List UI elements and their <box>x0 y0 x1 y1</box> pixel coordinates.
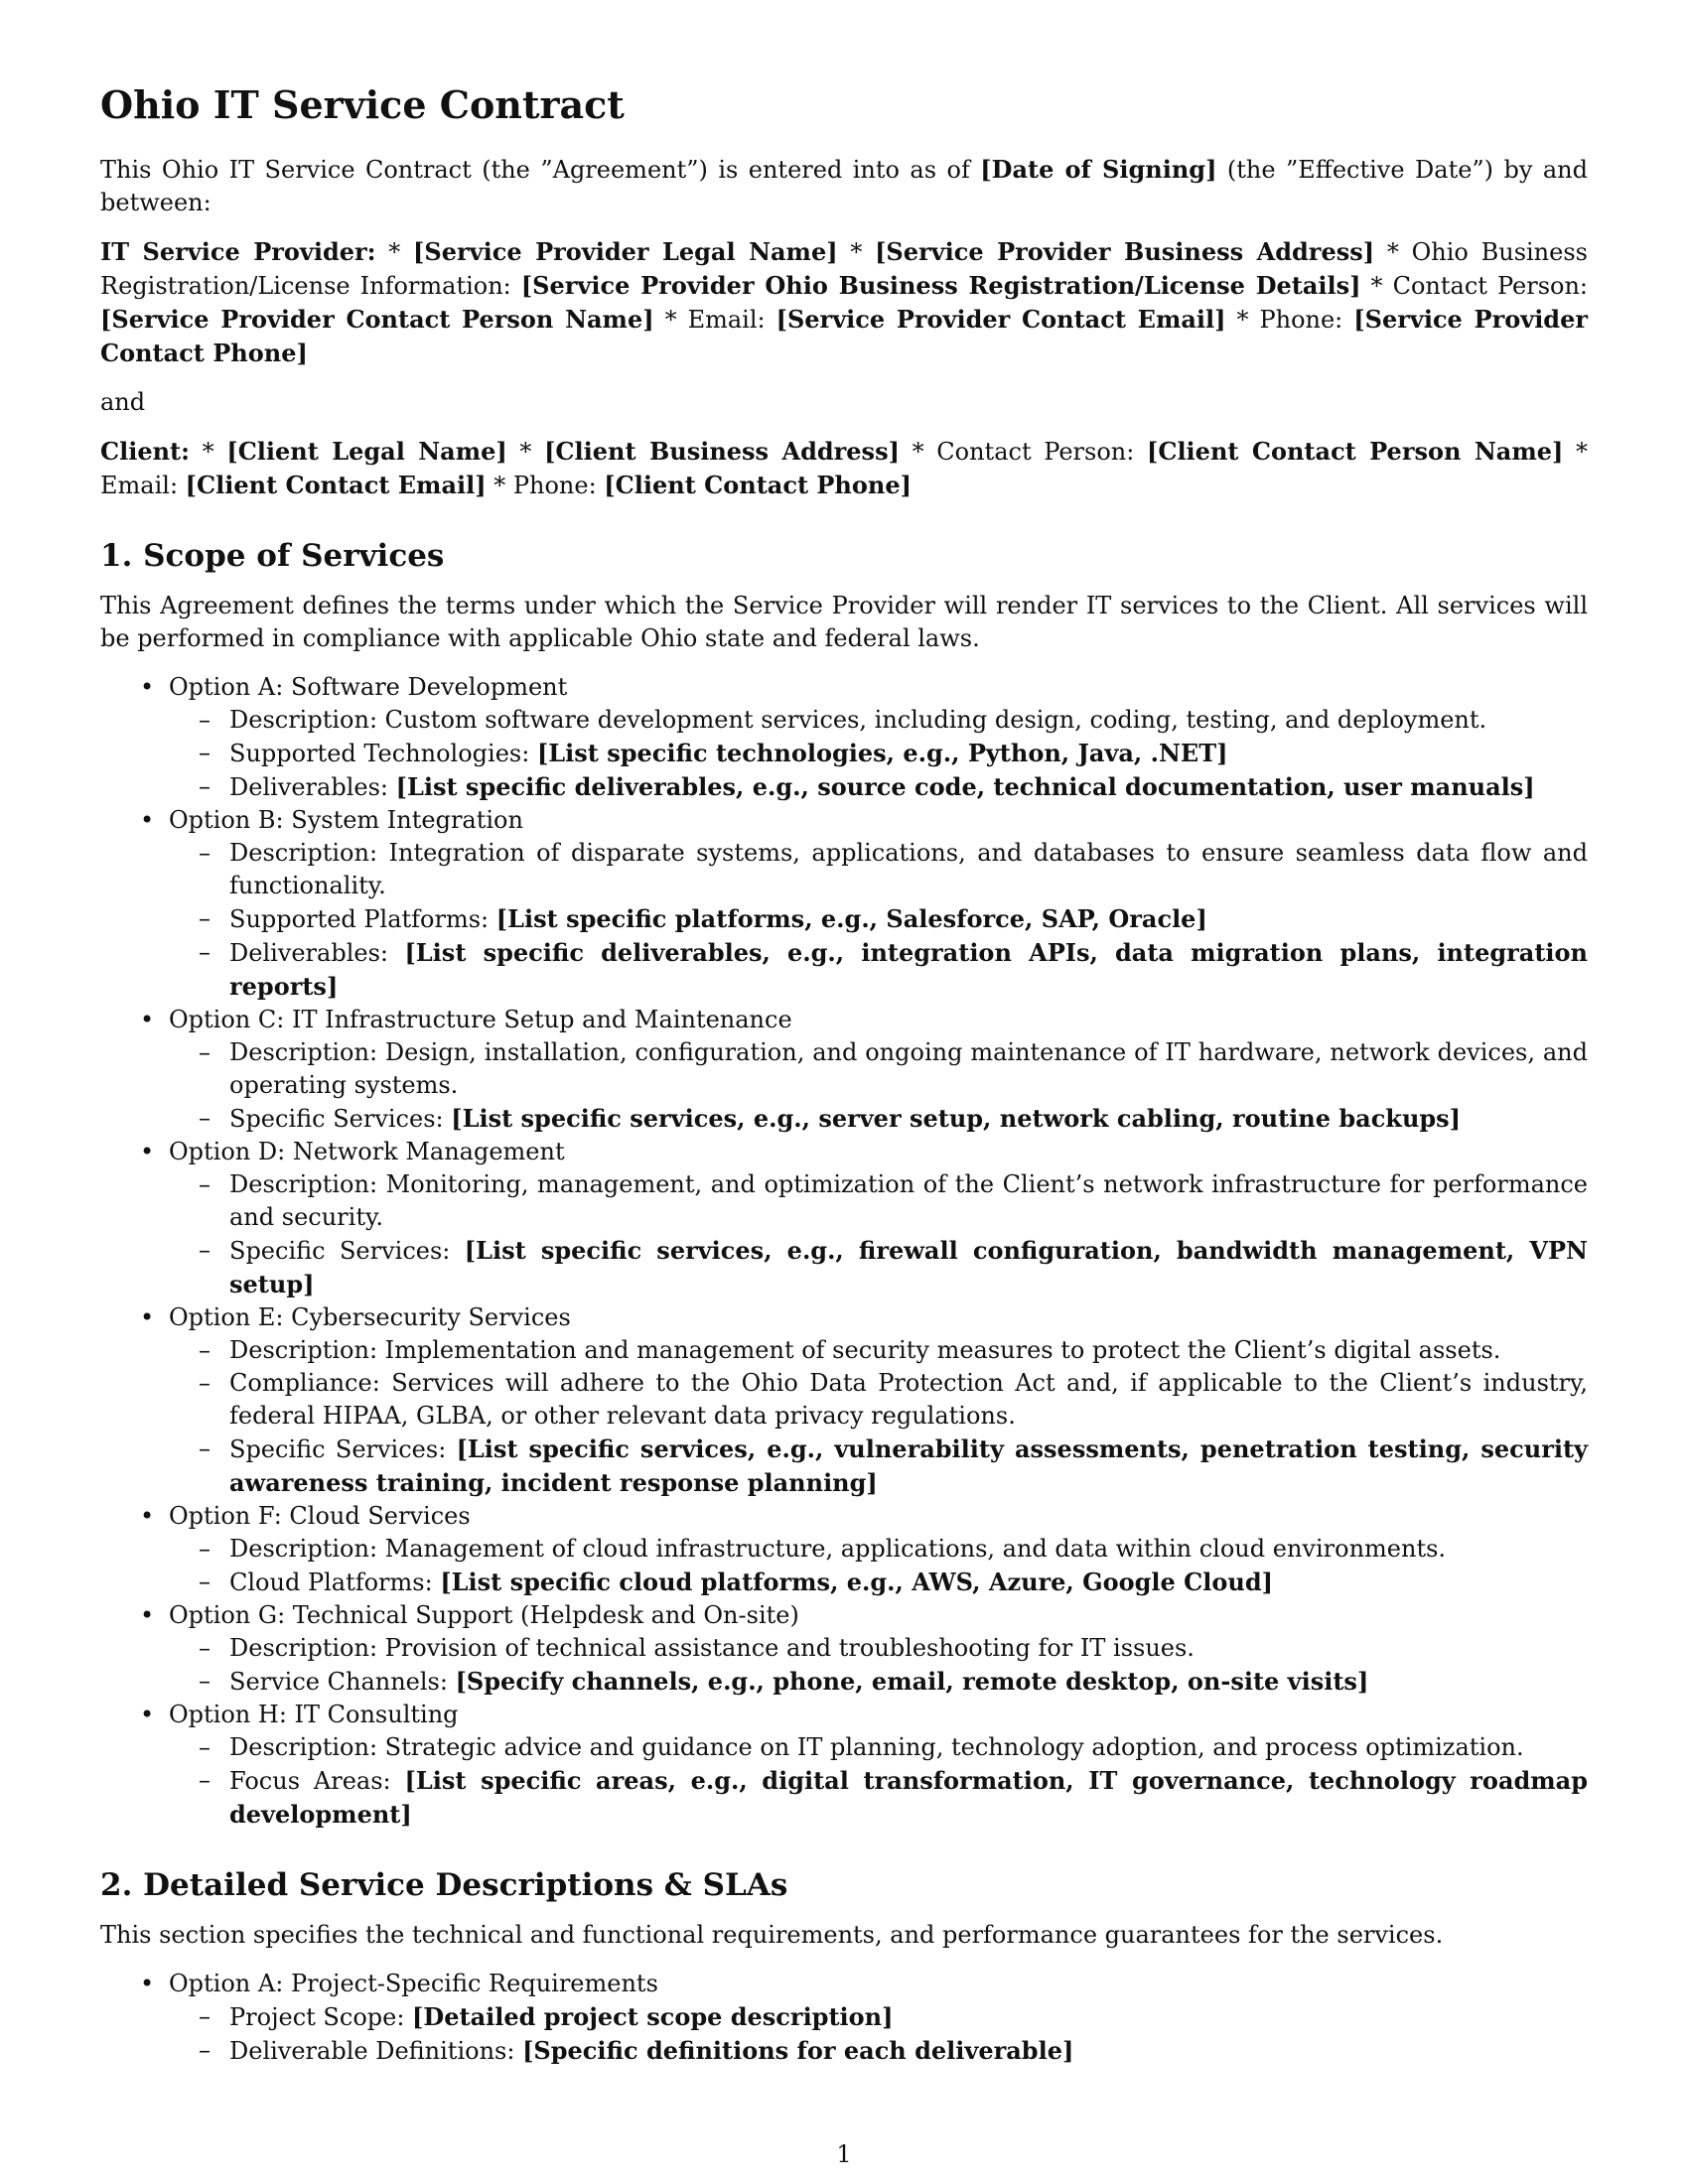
detail-text: Description: Implementation and management of security measures to protect the Client’s digital assets. <box>229 1336 1501 1364</box>
option-title: Option H: IT Consulting <box>169 1701 459 1728</box>
section-1-heading: 1. Scope of Services <box>100 538 445 574</box>
option-c <box>100 1004 1588 1136</box>
detail-text: Specific Services: <box>229 1105 452 1133</box>
option-a <box>100 671 1588 804</box>
and-text: and <box>100 388 146 416</box>
option-g <box>100 1599 1588 1699</box>
page-number: 1 <box>836 2140 852 2168</box>
detail-placeholder: [Specify channels, e.g., phone, email, remote desktop, on-site visits] <box>455 1667 1369 1696</box>
detail-item <box>169 1764 1588 1832</box>
detail-item <box>169 1102 1588 1136</box>
date-placeholder: [Date of Signing] <box>980 155 1217 184</box>
detail-placeholder: [List specific technologies, e.g., Python, Java, .NET] <box>536 739 1228 767</box>
option-details <box>169 704 1588 804</box>
detail-placeholder: [Detailed project scope description] <box>412 2002 894 2031</box>
option-details <box>169 1632 1588 1699</box>
client-block <box>100 435 1588 502</box>
email-label: * Email: <box>100 438 1589 499</box>
detail-text: Description: Provision of technical assistance and troubleshooting for IT issues. <box>229 1634 1195 1662</box>
separator: * <box>506 438 545 466</box>
detail-text: Deliverables: <box>229 773 396 801</box>
detail-text: Description: Management of cloud infrastructure, applications, and data within cloud environments. <box>229 1535 1447 1563</box>
option-title: Option E: Cybersecurity Services <box>169 1303 571 1331</box>
detail-placeholder: [List specific services, e.g., server setup, network cabling, routine backups] <box>451 1104 1462 1133</box>
detail-item <box>169 1334 1588 1367</box>
option-details <box>169 1731 1588 1832</box>
detail-text: Supported Technologies: <box>229 740 537 767</box>
contact-person-label: * Contact Person: <box>1360 272 1589 300</box>
detail-text: Description: Strategic advice and guidance on IT planning, technology adoption, and process optimization. <box>229 1733 1524 1761</box>
detail-placeholder: [List specific services, e.g., vulnerability assessments, penetration testing, security awareness training, incident response planning] <box>229 1434 1588 1497</box>
option-b <box>100 804 1588 1004</box>
client-address: [Client Business Address] <box>544 437 900 466</box>
option-title: Option C: IT Infrastructure Setup and Maintenance <box>169 1006 792 1033</box>
detail-text: Description: Design, installation, configuration, and ongoing maintenance of IT hardware, network devices, and operating systems. <box>229 1038 1588 1099</box>
detail-text: Focus Areas: <box>229 1767 405 1795</box>
phone-label: * Phone: <box>1225 306 1354 334</box>
separator: * <box>190 438 227 466</box>
registration-label: * Ohio Business Registration/License Information: <box>100 238 1588 300</box>
option-h <box>100 1699 1588 1832</box>
section-2-heading: 2. Detailed Service Descriptions & SLAs <box>100 1867 788 1903</box>
option-title: Option A: Project-Specific Requirements <box>169 1970 658 1997</box>
intro-text-pre: This Ohio IT Service Contract (the ”Agreement”) is entered into as of <box>100 156 981 184</box>
detail-text: Description: Custom software development services, including design, coding, testing, and deployment. <box>229 706 1487 734</box>
separator: * <box>837 238 876 266</box>
client-contact-name: [Client Contact Person Name] <box>1146 437 1564 466</box>
option-title: Option D: Network Management <box>169 1138 565 1165</box>
contact-person-label: * Contact Person: <box>899 438 1147 466</box>
option-details <box>169 1168 1588 1301</box>
detail-text: Description: Monitoring, management, and optimization of the Client’s network infrastructure for performance and security. <box>229 1170 1588 1231</box>
detail-item <box>169 902 1588 936</box>
detail-item <box>169 1367 1588 1433</box>
detail-item <box>169 770 1588 804</box>
detail-text: Description: Integration of disparate systems, applications, and databases to ensure seamless data flow and functionality. <box>229 839 1588 899</box>
provider-block <box>100 235 1588 370</box>
option-details <box>169 2000 1588 2068</box>
detail-item <box>169 2034 1588 2068</box>
phone-label: * Phone: <box>486 472 605 499</box>
option-details <box>169 837 1588 1004</box>
option-details <box>169 1036 1588 1136</box>
detail-item <box>169 936 1588 1004</box>
detail-placeholder: [Specific definitions for each deliverable] <box>522 2036 1074 2065</box>
detail-placeholder: [List specific services, e.g., firewall configuration, bandwidth management, VPN setup] <box>229 1236 1588 1298</box>
section-2-intro: This section specifies the technical and functional requirements, and performance guarantees for the services. <box>100 1921 1444 1949</box>
provider-email: [Service Provider Contact Email] <box>775 305 1226 334</box>
option-title: Option F: Cloud Services <box>169 1502 471 1530</box>
option-a-requirements <box>100 1968 1588 2068</box>
provider-contact-name: [Service Provider Contact Person Name] <box>100 305 654 334</box>
provider-legal-name: [Service Provider Legal Name] <box>413 237 838 266</box>
separator: * <box>375 238 414 266</box>
option-title: Option G: Technical Support (Helpdesk and On-site) <box>169 1601 799 1629</box>
detail-item <box>169 704 1588 737</box>
section-1-intro: This Agreement defines the terms under which the Service Provider will render IT services to the Client. All services will be performed in compliance with applicable Ohio state and federal laws. <box>100 592 1588 652</box>
section-2-options <box>100 1968 1588 2068</box>
detail-item <box>169 1665 1588 1699</box>
intro-paragraph <box>100 153 1588 219</box>
provider-phone: [Service Provider Contact Phone] <box>100 305 1589 367</box>
detail-placeholder: [List specific areas, e.g., digital transformation, IT governance, technology roadmap development] <box>229 1766 1588 1829</box>
client-phone: [Client Contact Phone] <box>604 471 912 499</box>
detail-text: Specific Services: <box>229 1237 465 1265</box>
detail-placeholder: [List specific platforms, e.g., Salesforce, SAP, Oracle] <box>495 904 1207 933</box>
intro-text-post: (the ”Effective Date”) by and between: <box>100 156 1588 216</box>
detail-item <box>169 2000 1588 2034</box>
email-label: * Email: <box>653 306 776 334</box>
detail-text: Specific Services: <box>229 1435 457 1463</box>
detail-text: Project Scope: <box>229 2003 413 2031</box>
option-details <box>169 1334 1588 1500</box>
detail-item <box>169 1234 1588 1301</box>
detail-item <box>169 837 1588 902</box>
client-email: [Client Contact Email] <box>185 471 487 499</box>
client-label: Client: <box>100 437 190 466</box>
detail-placeholder: [List specific cloud platforms, e.g., AWS, Azure, Google Cloud] <box>440 1568 1273 1596</box>
option-title: Option B: System Integration <box>169 806 523 834</box>
detail-item <box>169 1731 1588 1764</box>
detail-placeholder: [List specific deliverables, e.g., source code, technical documentation, user manuals] <box>395 772 1535 801</box>
detail-item <box>169 1533 1588 1566</box>
detail-text: Supported Platforms: <box>229 905 496 933</box>
detail-text: Service Channels: <box>229 1668 456 1696</box>
detail-text: Deliverable Definitions: <box>229 2037 523 2065</box>
detail-item <box>169 1036 1588 1102</box>
detail-text: Cloud Platforms: <box>229 1569 441 1596</box>
detail-item <box>169 1566 1588 1599</box>
option-d <box>100 1136 1588 1301</box>
option-f <box>100 1500 1588 1599</box>
document-title: Ohio IT Service Contract <box>100 82 625 127</box>
detail-text: Compliance: Services will adhere to the Ohio Data Protection Act and, if applicable to the Client’s industry, federal HIPAA, GLBA, or other relevant data privacy regulations. <box>229 1369 1588 1430</box>
detail-item <box>169 1168 1588 1234</box>
provider-registration: [Service Provider Ohio Business Registration/License Details] <box>520 271 1361 300</box>
detail-item <box>169 1433 1588 1500</box>
provider-address: [Service Provider Business Address] <box>875 237 1375 266</box>
provider-label: IT Service Provider: <box>100 237 376 266</box>
detail-item <box>169 1632 1588 1665</box>
section-1-options <box>100 671 1588 1832</box>
option-details <box>169 1533 1588 1599</box>
detail-placeholder: [List specific deliverables, e.g., integration APIs, data migration plans, integration reports] <box>229 938 1589 1001</box>
detail-item <box>169 737 1588 770</box>
client-legal-name: [Client Legal Name] <box>226 437 507 466</box>
option-e <box>100 1301 1588 1500</box>
detail-text: Deliverables: <box>229 939 405 967</box>
document-page <box>100 81 1588 2068</box>
option-title: Option A: Software Development <box>169 673 568 701</box>
